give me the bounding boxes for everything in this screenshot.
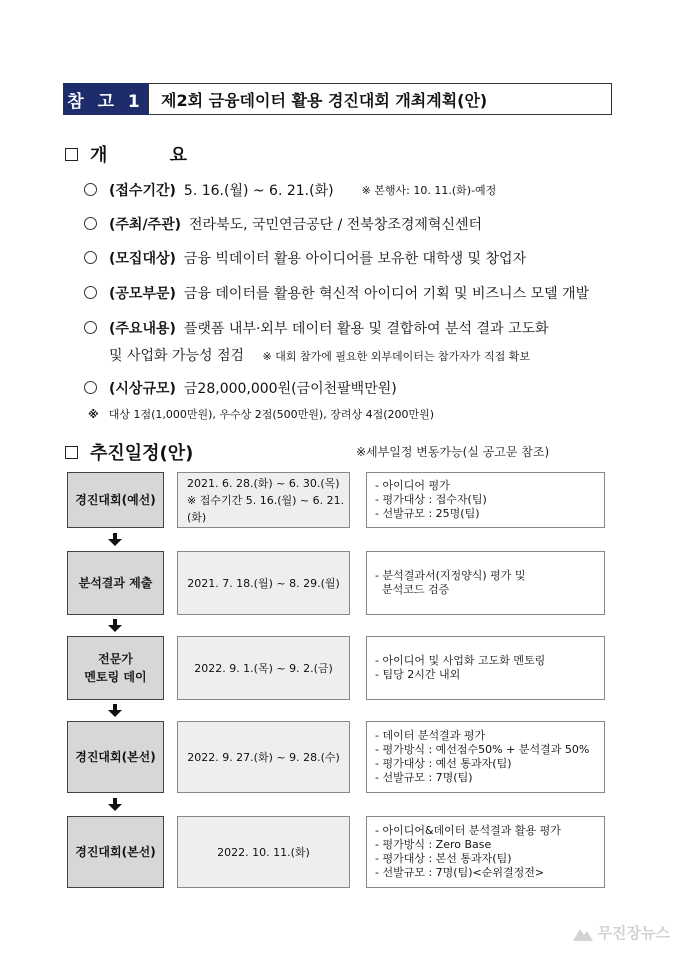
item-value-cont: 및 사업화 가능성 점검 xyxy=(109,348,245,364)
desc-line: 분석코드 검증 xyxy=(375,583,450,596)
item-label: (모집대상) xyxy=(109,251,176,267)
item-value: 5. 16.(월) ~ 6. 21.(화) xyxy=(183,183,334,199)
desc-line: - 선발규모 : 25명(팀) xyxy=(375,507,480,520)
circle-bullet-icon xyxy=(84,321,97,334)
item-note: ※ 본행사: 10. 11.(화)-예정 xyxy=(361,184,497,197)
watermark xyxy=(572,922,670,943)
desc-line: - 선발규모 : 7명(팀)<순위결정전> xyxy=(375,866,545,879)
overview-item-category xyxy=(84,283,589,303)
schedule-step-name: 경진대회(본선) xyxy=(67,721,164,793)
circle-bullet-icon xyxy=(84,381,97,394)
overview-item-target xyxy=(84,248,526,268)
desc-line: - 아이디어 평가 xyxy=(375,479,450,492)
desc-line: - 평가대상 : 접수자(팀) xyxy=(375,493,487,506)
item-label: (공모부문) xyxy=(109,286,176,302)
overview-item-period xyxy=(84,180,496,200)
square-bullet-icon xyxy=(65,148,78,161)
down-arrow-icon xyxy=(108,619,122,633)
schedule-heading xyxy=(65,439,193,465)
reference-tag: 참 고 1 xyxy=(63,83,148,115)
item-label: (주요내용) xyxy=(109,321,176,337)
desc-line: - 평가방식 : Zero Base xyxy=(375,838,492,851)
desc-line: - 평가대상 : 본선 통과자(팀) xyxy=(375,852,512,865)
down-arrow-icon xyxy=(108,704,122,718)
circle-bullet-icon xyxy=(84,217,97,230)
schedule-step-date xyxy=(177,816,350,888)
desc-line: - 평가방식 : 예선점수50% + 분석결과 50% xyxy=(375,743,590,756)
prize-note-text: 대상 1점(1,000만원), 우수상 2점(500만원), 장려상 4점(200만원) xyxy=(108,408,435,421)
item-label: (주최/주관) xyxy=(109,217,182,233)
schedule-step-desc xyxy=(366,721,605,793)
down-arrow-icon xyxy=(108,533,122,547)
item-value: 전라북도, 국민연금공단 / 전북창조경제혁신센터 xyxy=(189,217,483,233)
item-value: 금융 데이터를 활용한 혁신적 아이디어 기획 및 비즈니스 모델 개발 xyxy=(183,286,590,302)
down-arrow-icon xyxy=(108,798,122,812)
desc-line: - 선발규모 : 7명(팀) xyxy=(375,771,473,784)
overview-item-prize xyxy=(84,378,397,398)
desc-line: - 데이터 분석결과 평가 xyxy=(375,729,486,742)
date-text: 2021. 7. 18.(월) ~ 8. 29.(월) xyxy=(187,576,340,590)
item-value: 플랫폼 내부·외부 데이터 활용 및 결합하여 분석 결과 고도화 xyxy=(183,321,549,337)
schedule-step-desc xyxy=(366,472,605,528)
schedule-step-desc xyxy=(366,816,605,888)
desc-line: - 평가대상 : 예선 통과자(팀) xyxy=(375,757,512,770)
circle-bullet-icon xyxy=(84,251,97,264)
mountain-logo-icon xyxy=(572,924,594,942)
circle-bullet-icon xyxy=(84,286,97,299)
schedule-step-name: 전문가 멘토링 데이 xyxy=(67,636,164,700)
schedule-step-desc xyxy=(366,551,605,615)
item-label: (접수기간) xyxy=(109,183,176,199)
schedule-heading-text: 추진일정(안) xyxy=(90,443,194,464)
item-note: ※ 대회 참가에 필요한 외부데이터는 참가자가 직접 확보 xyxy=(262,350,530,363)
date-text: 2021. 6. 28.(화) ~ 6. 30.(목) xyxy=(187,476,340,490)
watermark-text: 무진장뉴스 xyxy=(597,924,670,942)
desc-line: - 아이디어&데이터 분석결과 활용 평가 xyxy=(375,824,561,837)
schedule-step-name: 경진대회(예선) xyxy=(67,472,164,528)
schedule-step-name: 경진대회(본선) xyxy=(67,816,164,888)
overview-heading-text: 개 요 xyxy=(90,145,216,166)
item-label: (시상규모) xyxy=(109,381,176,397)
schedule-note: ※세부일정 변동가능(실 공고문 참조) xyxy=(356,445,550,459)
overview-item-host xyxy=(84,214,482,234)
date-text: 2022. 10. 11.(화) xyxy=(217,845,310,859)
note-mark: ※ xyxy=(88,408,99,421)
square-bullet-icon xyxy=(65,446,78,459)
schedule-step-date xyxy=(177,551,350,615)
circle-bullet-icon xyxy=(84,183,97,196)
date-note: ※ 접수기간 5. 16.(월) ~ 6. 21.(화) xyxy=(187,493,345,524)
schedule-step-date xyxy=(177,721,350,793)
desc-line: - 분석결과서(지정양식) 평가 및 xyxy=(375,569,526,582)
item-value: 금28,000,000원(금이천팔백만원) xyxy=(183,381,397,397)
overview-item-content xyxy=(84,318,549,338)
desc-line: - 아이디어 및 사업화 고도화 멘토링 xyxy=(375,654,546,667)
overview-item-content-cont xyxy=(109,345,530,365)
schedule-step-name: 분석결과 제출 xyxy=(67,551,164,615)
prize-note xyxy=(88,406,434,422)
document-title: 제2회 금융데이터 활용 경진대회 개최계획(안) xyxy=(148,83,612,115)
date-text: 2022. 9. 1.(목) ~ 9. 2.(금) xyxy=(194,661,333,675)
item-value: 금융 빅데이터 활용 아이디어를 보유한 대학생 및 창업자 xyxy=(183,251,527,267)
schedule-step-desc xyxy=(366,636,605,700)
overview-heading xyxy=(65,141,215,167)
desc-line: - 팀당 2시간 내외 xyxy=(375,668,461,681)
schedule-step-date xyxy=(177,472,350,528)
date-text: 2022. 9. 27.(화) ~ 9. 28.(수) xyxy=(187,750,340,764)
schedule-step-date xyxy=(177,636,350,700)
